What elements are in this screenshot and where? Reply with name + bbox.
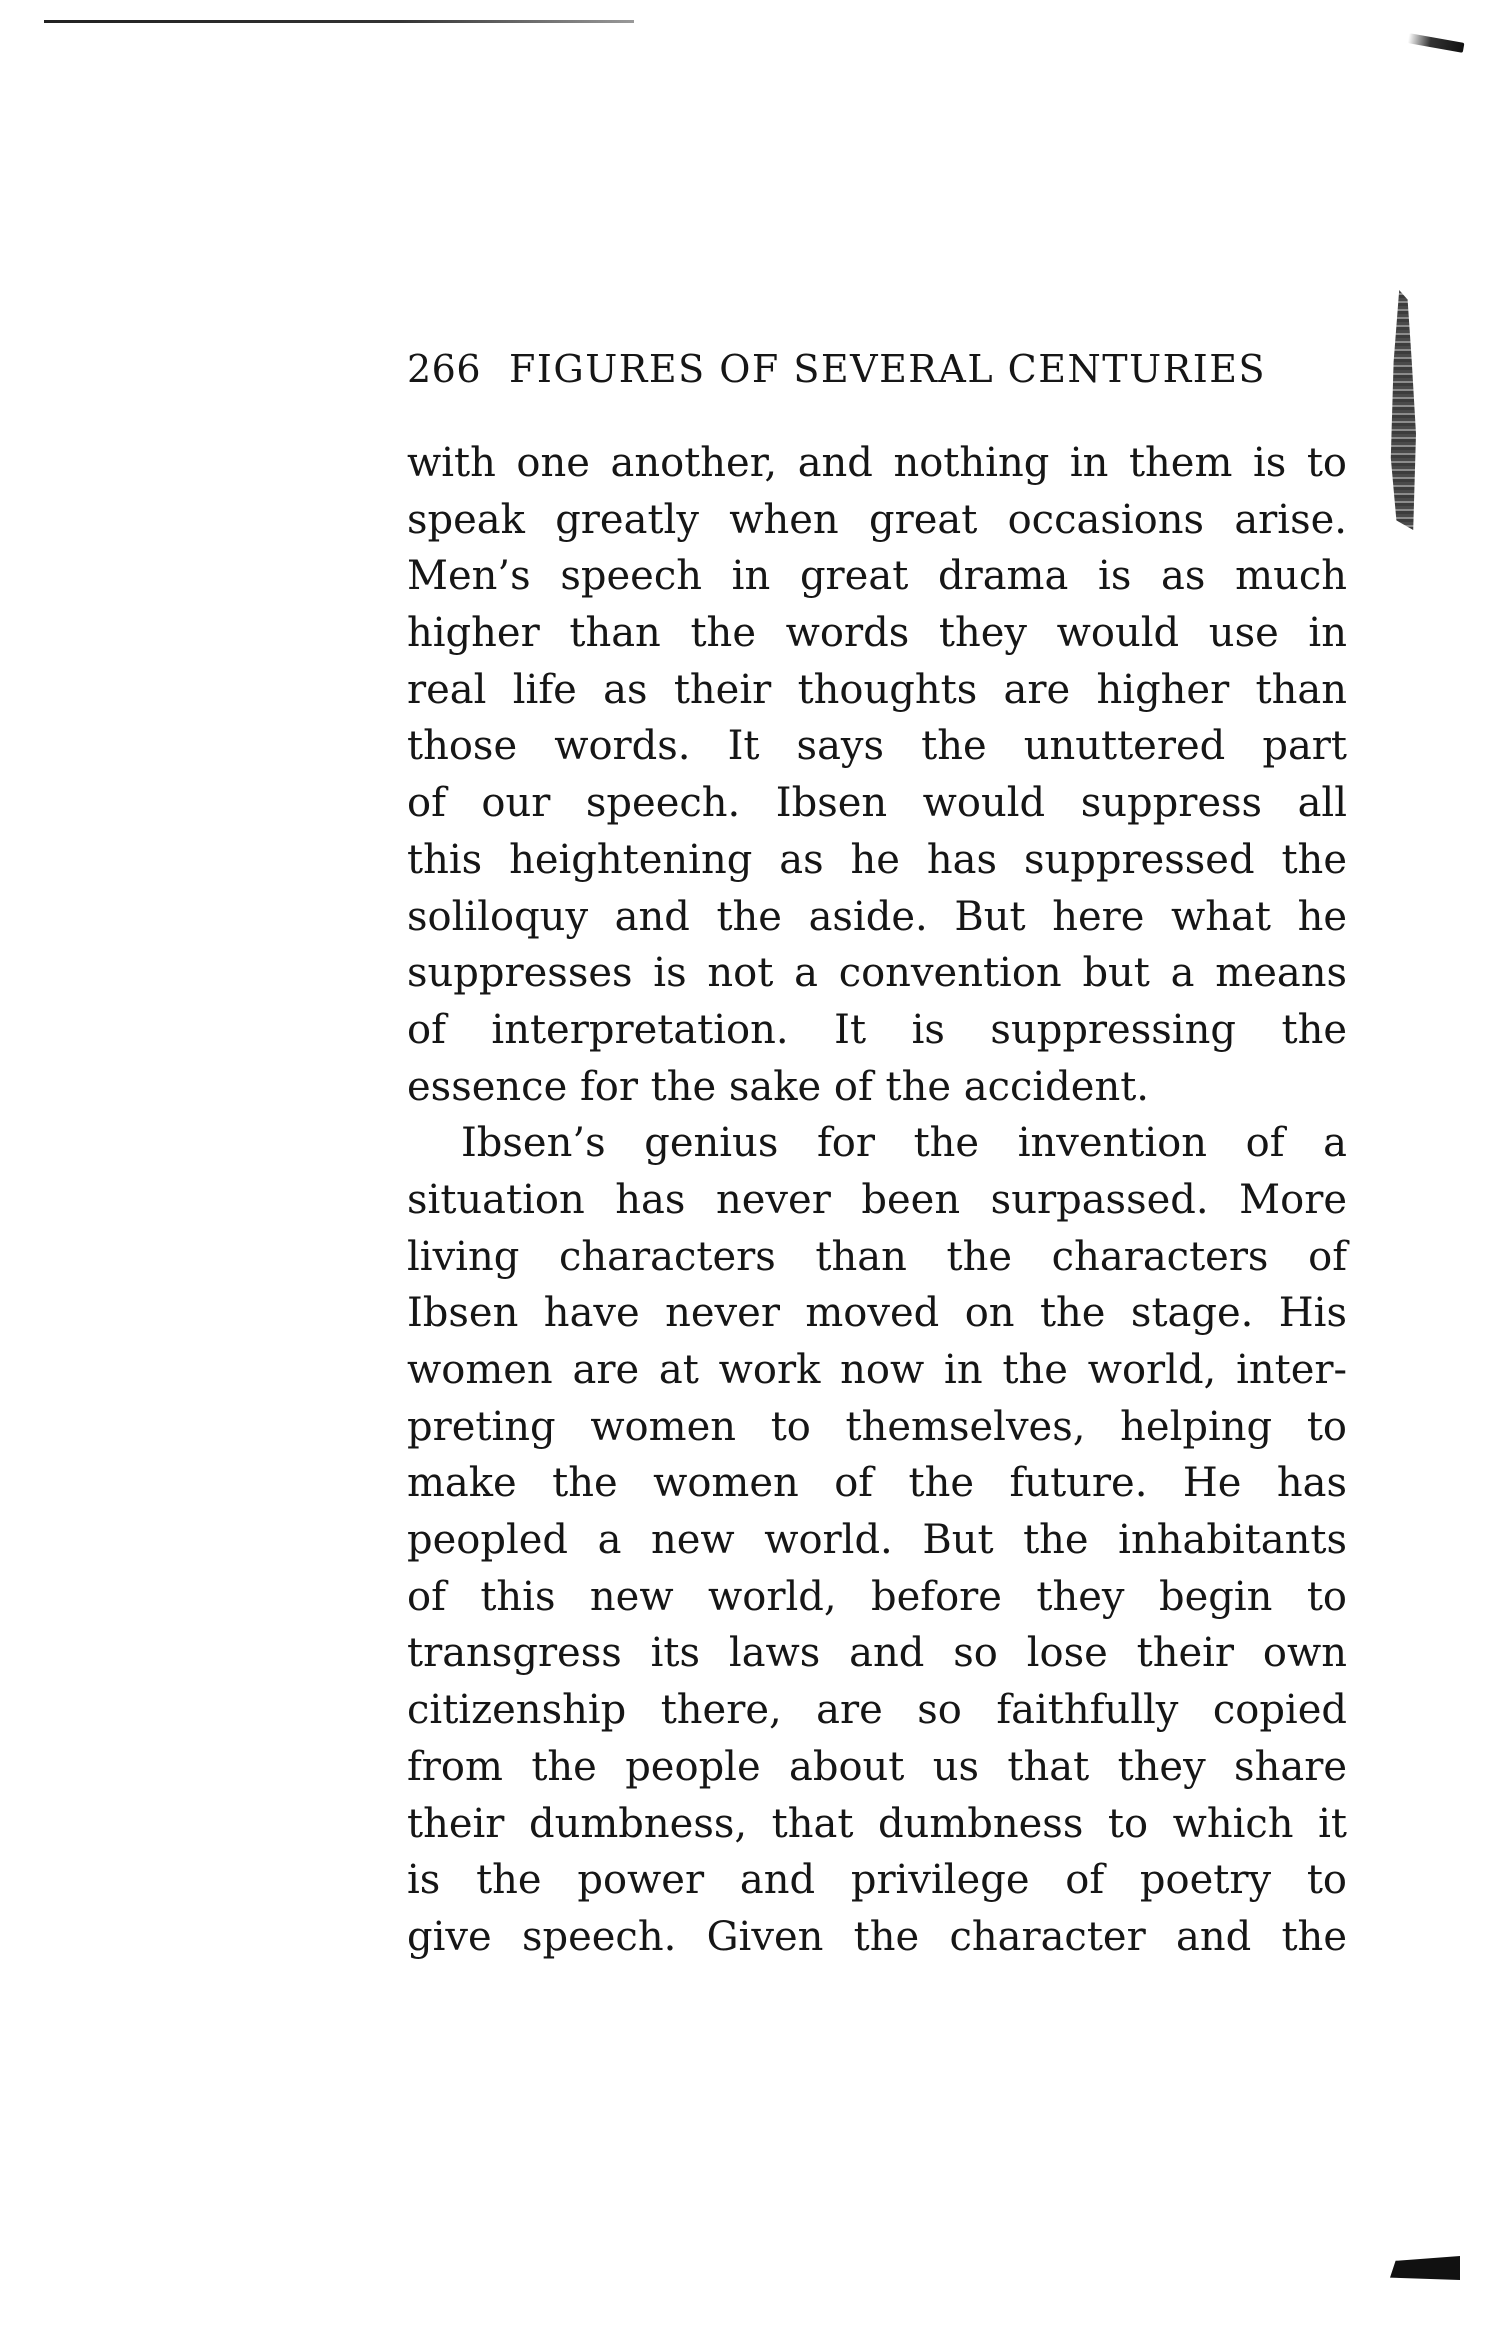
text-line: situation has never been surpassed. More [407, 1176, 1347, 1223]
page-number: 266 [407, 347, 482, 391]
text-line: higher than the words they would use in [407, 610, 1347, 657]
text-line: peopled a new world. But the inhabitants [407, 1517, 1347, 1564]
paragraph-1 [407, 435, 1347, 1115]
text-line: this heightening as he has suppressed the [407, 836, 1347, 883]
text-line: give speech. Given the character and the [407, 1913, 1347, 1960]
text-line: citizenship there, are so faithfully copied [407, 1687, 1347, 1734]
text-line: women are at work now in the world, inter- [407, 1347, 1347, 1393]
running-head [407, 345, 1327, 393]
text-line: preting women to themselves, helping to [407, 1403, 1347, 1450]
text-line: Ibsen have never moved on the stage. His [407, 1290, 1347, 1337]
scan-bottom-mark [1390, 2256, 1460, 2280]
text-line: of interpretation. It is suppressing the [407, 1006, 1347, 1053]
scan-edge-smudge [1388, 290, 1416, 530]
text-line: make the women of the future. He has [407, 1460, 1347, 1507]
text-line: of this new world, before they begin to [407, 1573, 1347, 1620]
text-line: Men’s speech in great drama is as much [407, 553, 1347, 600]
text-line: soliloquy and the aside. But here what he [407, 893, 1347, 940]
text-line: real life as their thoughts are higher than [407, 666, 1347, 713]
scan-corner-mark [1408, 33, 1465, 53]
scan-top-rule [44, 20, 634, 23]
book-title: FIGURES OF SEVERAL CENTURIES [509, 347, 1266, 391]
text-line: of our speech. Ibsen would suppress all [407, 780, 1347, 827]
text-line: living characters than the characters of [407, 1233, 1347, 1280]
text-line: their dumbness, that dumbness to which it [407, 1800, 1347, 1847]
text-line: essence for the sake of the accident. [407, 1063, 1149, 1110]
text-line: Ibsen’s genius for the invention of a [461, 1120, 1347, 1167]
text-line: suppresses is not a convention but a means [407, 950, 1347, 997]
text-line: is the power and privilege of poetry to [407, 1857, 1347, 1904]
paragraph-2 [407, 1115, 1347, 1965]
text-line: speak greatly when great occasions arise. [407, 496, 1347, 543]
text-line: transgress its laws and so lose their own [407, 1630, 1347, 1677]
text-line: those words. It says the unuttered part [407, 723, 1347, 770]
body-text [407, 435, 1347, 1966]
text-line: from the people about us that they share [407, 1743, 1347, 1790]
text-line: with one another, and nothing in them is to [407, 440, 1347, 486]
